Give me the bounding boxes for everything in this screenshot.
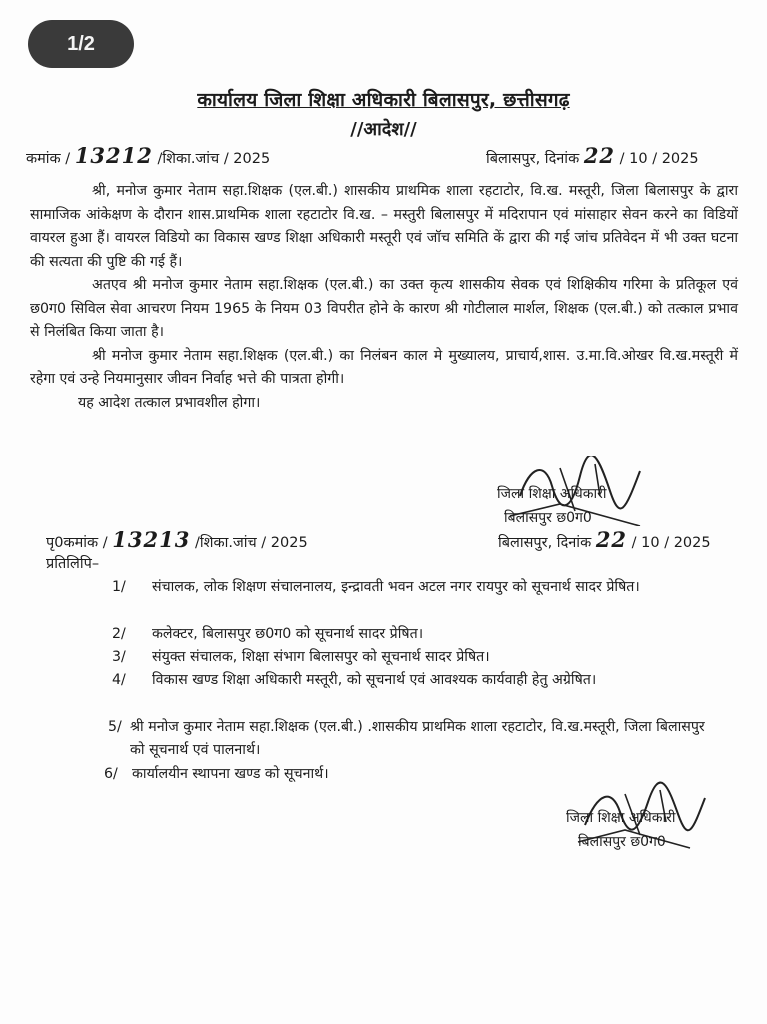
body-paragraph-2: अतएव श्री मनोज कुमार नेताम सहा.शिक्षक (एल.बी.) का उक्त कृत्य शासकीय सेवक एवं शिक्षिकीय गरिमा के प्रतिकूल एवं छ0ग0 सिविल सेवा आचरण नियम 1965 के नियम 03 विपरीत होने के कारण श्री गोटीलाल मार्शल, शिक्षक (एल.बी.) को तत्काल प्रभाव से निलंबित किया जाता है। (30, 277, 738, 340)
copy-item-text: संचालक, लोक शिक्षण संचालनालय, इन्द्रावती भवन अटल नगर रायपुर को सूचनार्थ सादर प्रेषित। (152, 579, 640, 595)
endorsement-number-line (46, 527, 308, 552)
order-date-line (486, 143, 699, 168)
signature-2-place: बिलासपुर छ0ग0 (578, 834, 666, 850)
copy-item-number: 4/ (112, 672, 126, 688)
copy-item-number: 6/ (104, 766, 118, 782)
copy-item (112, 669, 712, 692)
copy-item-text: विकास खण्ड शिक्षा अधिकारी मस्तूरी, को सूचनार्थ एवं आवश्यक कार्यवाही हेतु अग्रेषित। (152, 672, 597, 688)
endorsement-date-label: बिलासपुर, दिनांक (498, 535, 592, 551)
copy-item-number: 2/ (112, 626, 126, 642)
office-title: कार्यालय जिला शिक्षा अधिकारी बिलासपुर, छत्तीसगढ़ (197, 89, 570, 111)
endorsement-date-line (498, 527, 711, 552)
order-suffix: /शिका.जांच / 2025 (157, 151, 271, 167)
copy-item (112, 623, 712, 646)
endorsement-number: 13213 (112, 527, 191, 552)
body-paragraph-3: श्री मनोज कुमार नेताम सहा.शिक्षक (एल.बी.) का निलंबन काल मे मुख्यालय, प्राचार्य,शास. उ.मा.वि.ओखर वि.ख.मस्तूरी में रहेगा एवं उन्हे नियमानुसार जीवन निर्वाह भत्ते की पात्रता होगी। (30, 347, 738, 387)
copy-item-number: 3/ (112, 649, 126, 665)
order-date-month-year: / 10 / 2025 (619, 151, 699, 167)
body-paragraph-1: श्री, मनोज कुमार नेताम सहा.शिक्षक (एल.बी.) शासकीय प्राथमिक शाला रहटाटोर, वि.ख. मस्तूरी, जिला बिलासपुर के द्वारा सामाजिक आंकेक्षण के दौरान शास.प्राथमिक शाला रहटाटोर वि.ख. – मस्तुरी बिलासपुर में मदिरापान एवं मांसाहार सेवन करने का विडियों वायरल हुआ हैं। वायरल विडियो का विकास खण्ड शिक्षा अधिकारी मस्तूरी एवं जॉच समिति कें द्वारा की गई जांच प्रतिवेदन में भी उक्त घटना की सत्यता की पुष्टि की गई हैं। (30, 183, 738, 270)
signature-1-place: बिलासपुर छ0ग0 (504, 510, 592, 526)
order-date-day: 22 (583, 143, 616, 168)
endorsement-prefix: पृ0कमांक / (46, 535, 108, 551)
copy-item-number: 5/ (108, 719, 122, 735)
endorsement-suffix: /शिका.जांच / 2025 (194, 535, 308, 551)
order-body (30, 180, 738, 415)
copy-item-text: कार्यालयीन स्थापना खण्ड को सूचनार्थ। (132, 766, 329, 782)
order-number: 13212 (74, 143, 153, 168)
order-prefix: कमांक / (26, 151, 71, 167)
order-date-label: बिलासपुर, दिनांक (486, 151, 580, 167)
order-number-line (26, 143, 270, 168)
copy-item-text: कलेक्टर, बिलासपुर छ0ग0 को सूचनार्थ सादर प्रेषित। (152, 626, 424, 642)
order-heading: //आदेश// (350, 119, 417, 140)
endorsement-date-day: 22 (595, 527, 628, 552)
copy-to-label: प्रतिलिपि– (46, 556, 100, 572)
copy-item (108, 716, 722, 762)
endorsement-date-month-year: / 10 / 2025 (631, 535, 711, 551)
copy-item-text: संयुक्त संचालक, शिक्षा संभाग बिलासपुर को सूचनार्थ सादर प्रेषित। (152, 649, 490, 665)
copy-item-number: 1/ (112, 579, 126, 595)
copy-item (112, 646, 712, 669)
signature-1-designation: जिला शिक्षा अधिकारी (497, 486, 607, 502)
copy-item (112, 576, 712, 599)
page-indicator: 1/2 (28, 20, 134, 68)
copy-item-text: श्री मनोज कुमार नेताम सहा.शिक्षक (एल.बी.) .शासकीय प्राथमिक शाला रहटाटोर, वि.ख.मस्तूरी, जिला बिलासपुर को सूचनार्थ एवं पालनार्थ। (130, 719, 705, 758)
body-paragraph-4: यह आदेश तत्काल प्रभावशील होगा। (78, 394, 261, 411)
signature-2-designation: जिला शिक्षा अधिकारी (566, 810, 676, 826)
